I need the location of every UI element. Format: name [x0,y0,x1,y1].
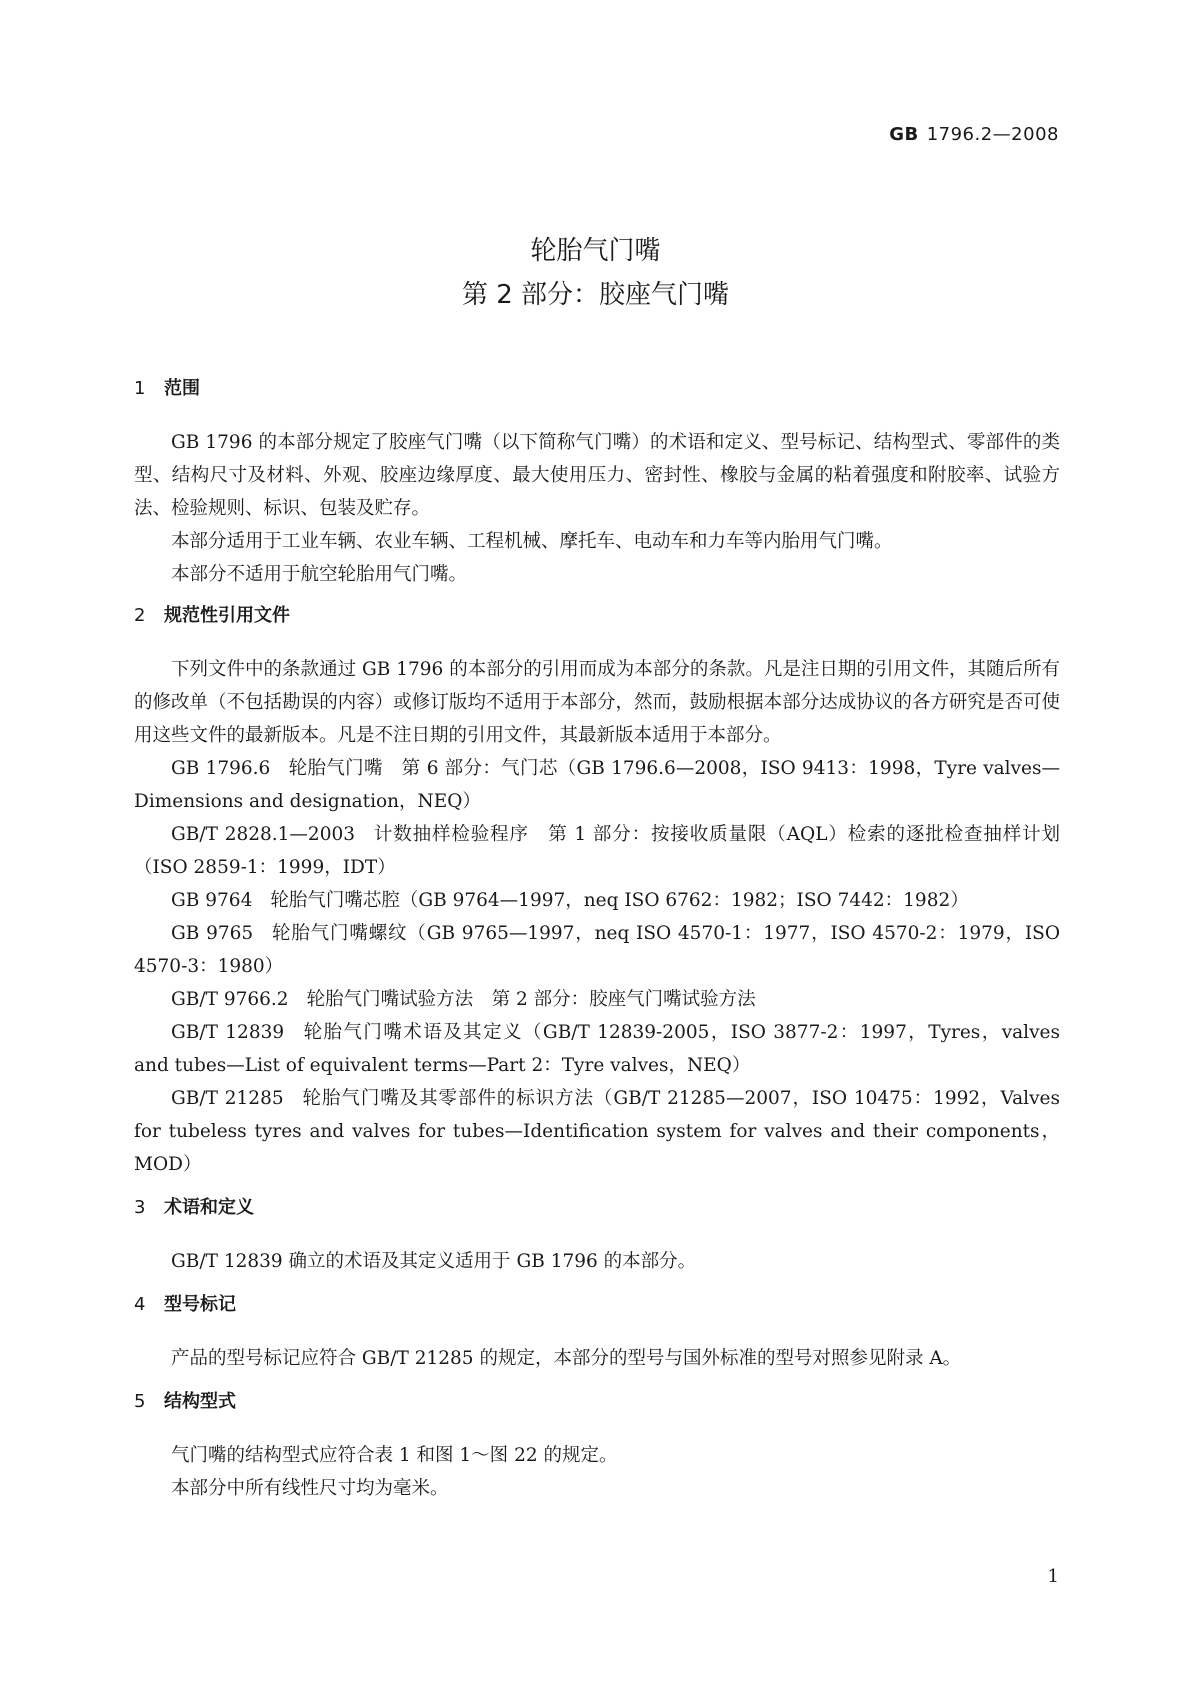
section-number: 2 [134,605,146,626]
document-body [134,370,1060,1505]
section-number: 5 [134,1391,146,1412]
reference-id: GB/T 12839 [171,1022,285,1043]
section-model-marking [134,1286,1060,1375]
reference-text: 轮胎气门嘴芯腔（GB 9764—1997，neq ISO 6762：1982；ISO 7442：1982） [270,890,969,911]
document-subtitle: 第 2 部分：胶座气门嘴 [461,280,730,310]
reference-id: GB 9764 [171,890,253,911]
reference-text: 轮胎气门嘴螺纹（GB 9765—1997，neq ISO 4570-1：1977，ISO 4570-2：1979，ISO 4570-3：1980） [134,923,1060,977]
paragraph: 产品的型号标记应符合 GB/T 21285 的规定，本部分的型号与国外标准的型号对照参见附录 A。 [171,1348,962,1369]
section-number: 4 [134,1294,146,1315]
section-heading [134,1383,1060,1427]
section-structure-type [134,1383,1060,1505]
section-number: 3 [134,1197,146,1218]
section-title: 型号标记 [164,1294,236,1315]
reference-id: GB 9765 [171,923,254,944]
reference-item [134,1016,1060,1082]
section-number: 1 [134,378,146,399]
reference-text: 计数抽样检验程序 第 1 部分：按接收质量限（AQL）检索的逐批检查抽样计划（ISO 2859-1：1999，IDT） [134,824,1060,878]
section-normative-references [134,597,1060,1181]
section-heading [134,1189,1060,1233]
reference-text: 轮胎气门嘴 第 6 部分：气门芯（GB 1796.6—2008，ISO 9413：1998，Tyre valves—Dimensions and designation，NEQ） [134,758,1060,812]
section-title: 术语和定义 [164,1197,254,1218]
reference-text: 轮胎气门嘴试验方法 第 2 部分：胶座气门嘴试验方法 [306,989,756,1010]
section-terms-definitions [134,1189,1060,1278]
reference-item [134,884,1060,917]
paragraph: 本部分适用于工业车辆、农业车辆、工程机械、摩托车、电动车和力车等内胎用气门嘴。 [171,531,893,552]
reference-id: GB/T 9766.2 [171,989,289,1010]
paragraph: 下列文件中的条款通过 GB 1796 的本部分的引用而成为本部分的条款。凡是注日期的引用文件，其随后所有的修改单（不包括勘误的内容）或修订版均不适用于本部分，然而，鼓励根据本部分达成协议的各方研究是否可使用这些文件的最新版本。凡是不注日期的引用文件，其最新版本适用于本部分。 [134,659,1060,746]
section-title: 结构型式 [164,1391,236,1412]
reference-id: GB 1796.6 [171,758,271,779]
reference-item [134,917,1060,983]
reference-text: 轮胎气门嘴及其零部件的标识方法（GB/T 21285—2007，ISO 10475：1992，Valves for tubeless tyres and valves for tubes—Identification system for valves and their components，MOD） [134,1088,1060,1175]
reference-item [134,983,1060,1016]
section-scope [134,370,1060,591]
reference-item [134,818,1060,884]
paragraph: 本部分不适用于航空轮胎用气门嘴。 [171,564,468,585]
paragraph: GB/T 12839 确立的术语及其定义适用于 GB 1796 的本部分。 [171,1251,697,1272]
page-number: 1 [1047,1566,1059,1587]
reference-text: 轮胎气门嘴术语及其定义（GB/T 12839-2005，ISO 3877-2：1997，Tyres，valves and tubes—List of equivalent terms—Part 2：Tyre valves，NEQ） [134,1022,1060,1076]
reference-id: GB/T 2828.1—2003 [171,824,356,845]
document-title: 轮胎气门嘴 [530,236,661,266]
reference-item [134,752,1060,818]
paragraph: GB 1796 的本部分规定了胶座气门嘴（以下简称气门嘴）的术语和定义、型号标记、结构型式、零部件的类型、结构尺寸及材料、外观、胶座边缘厚度、最大使用压力、密封性、橡胶与金属的粘着强度和附胶率、试验方法、检验规则、标识、包装及贮存。 [134,432,1060,519]
standard-year-number: 1796.2—2008 [926,124,1059,145]
standard-code: GB [889,124,919,145]
paragraph: 本部分中所有线性尺寸均为毫米。 [171,1478,449,1499]
paragraph: 气门嘴的结构型式应符合表 1 和图 1～图 22 的规定。 [171,1445,618,1466]
section-title: 规范性引用文件 [164,605,290,626]
section-heading [134,1286,1060,1330]
section-heading [134,597,1060,641]
section-title: 范围 [164,378,200,399]
standard-number [889,124,1059,145]
reference-id: GB/T 21285 [171,1088,284,1109]
reference-item [134,1082,1060,1181]
section-heading [134,370,1060,414]
